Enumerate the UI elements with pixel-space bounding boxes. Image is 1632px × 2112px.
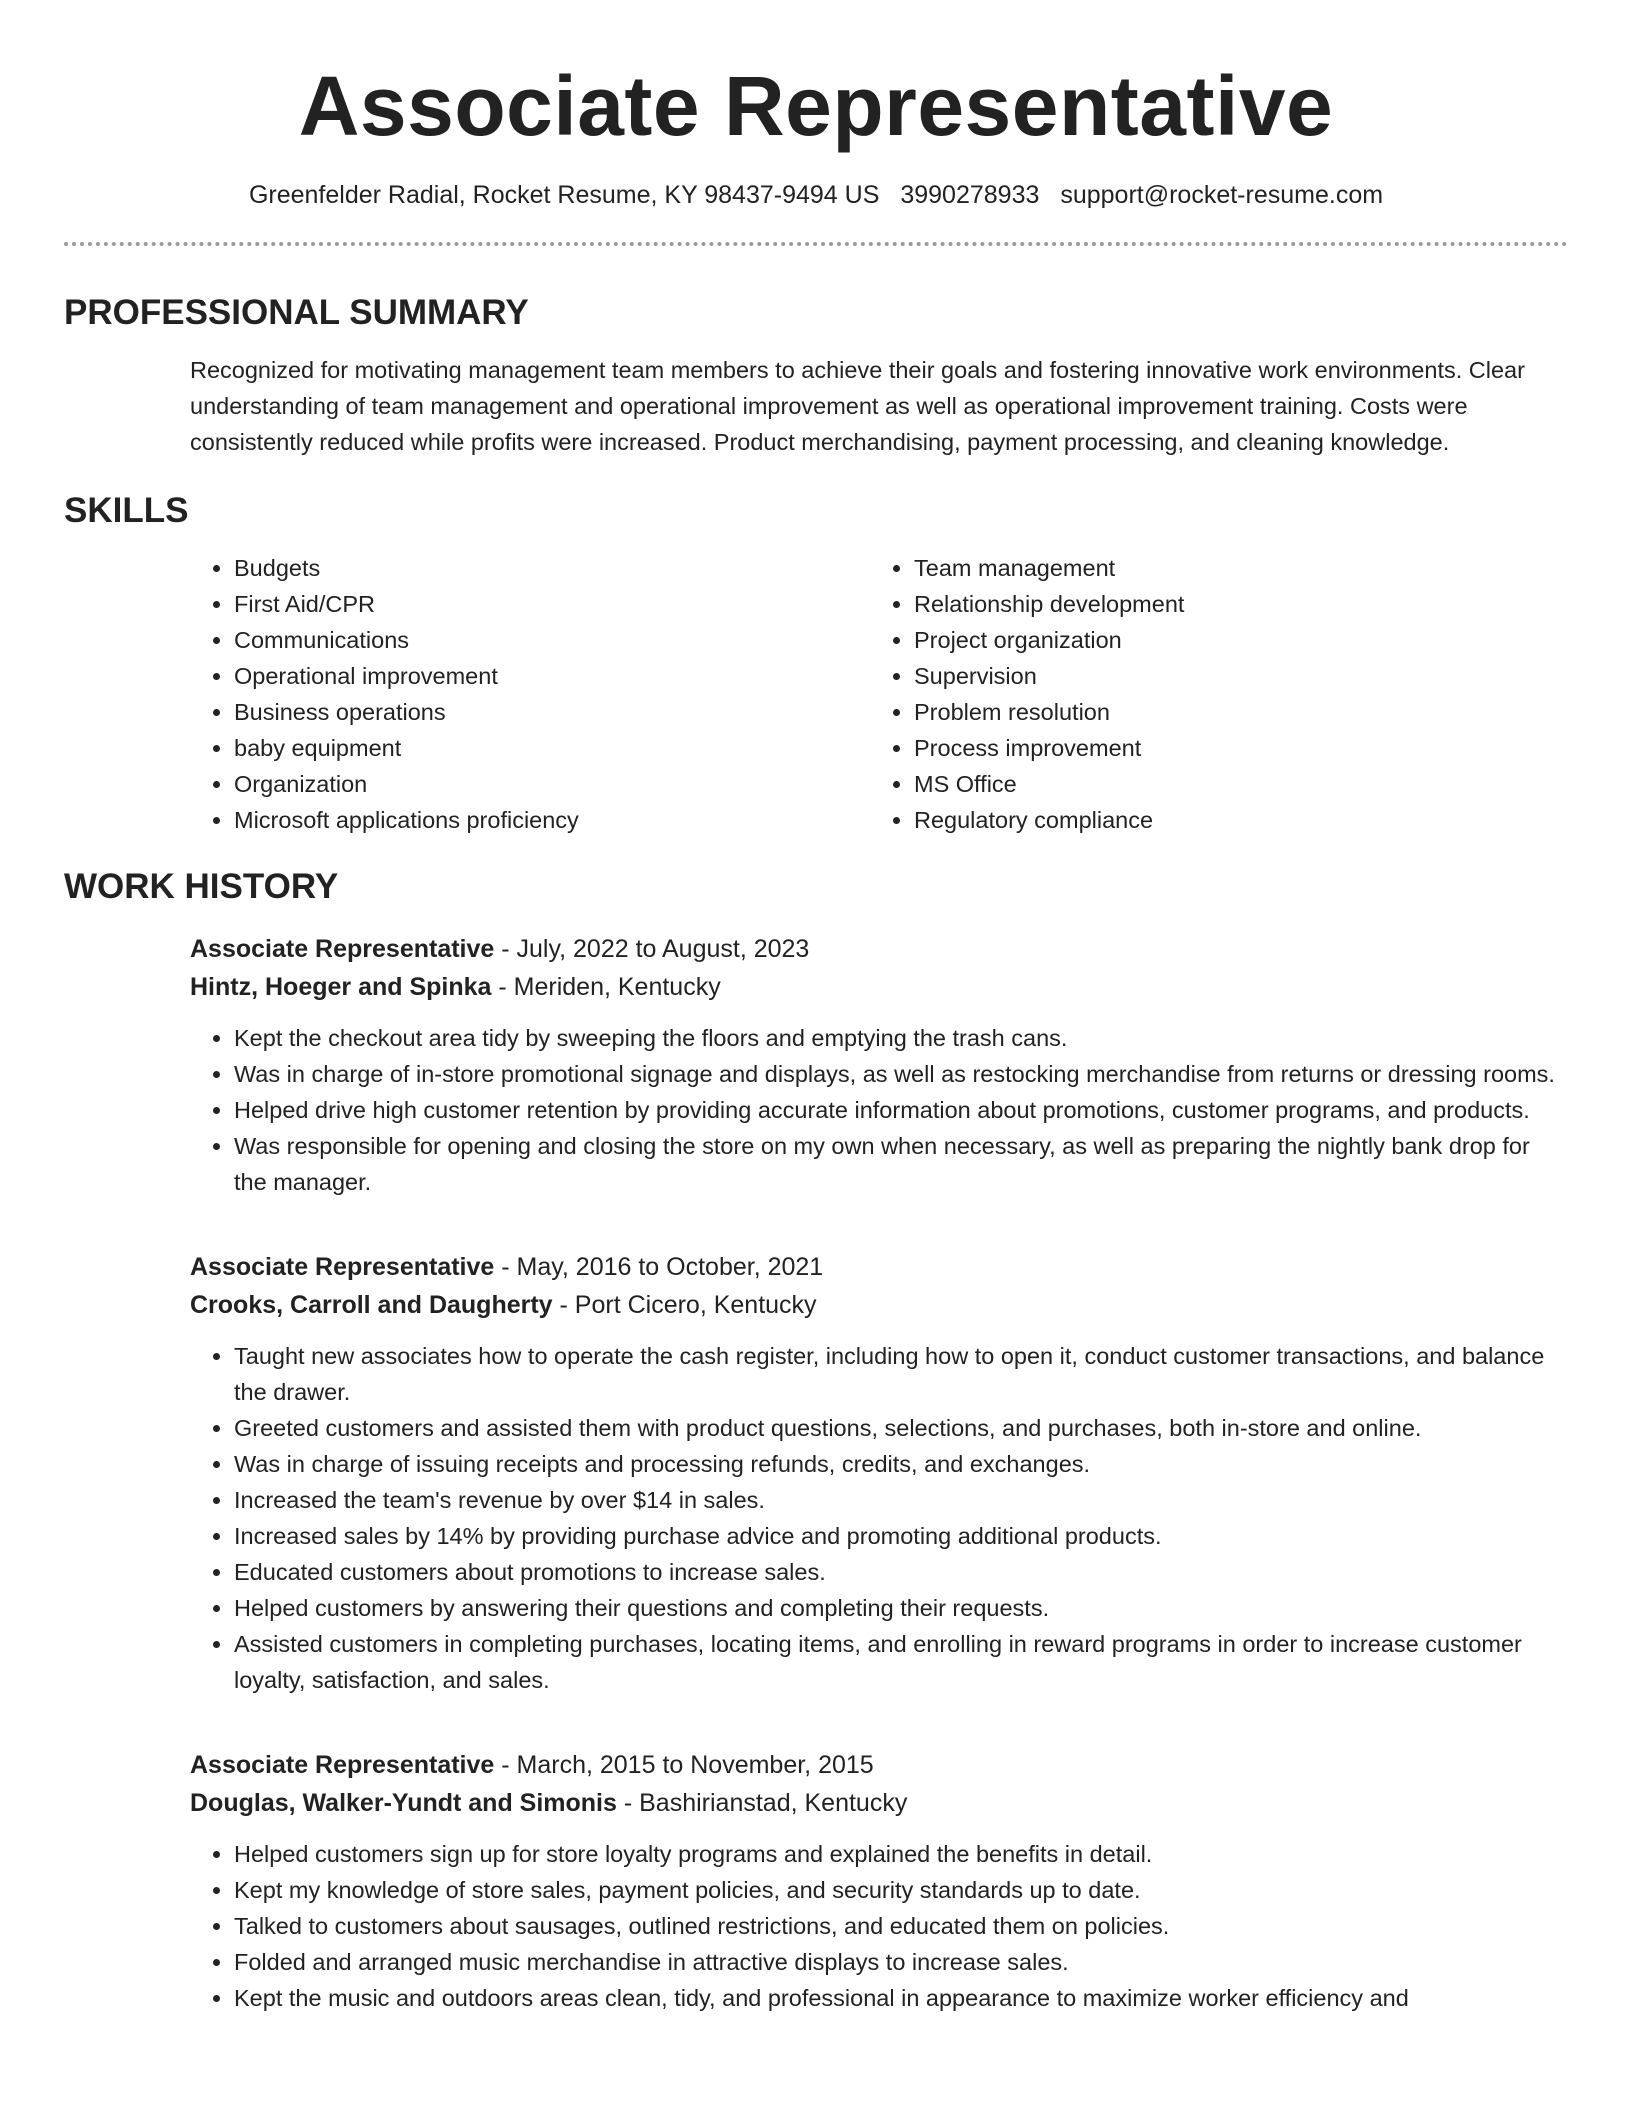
job-location: - Bashirianstad, Kentucky [616,1789,908,1817]
job-bullets [190,1020,1568,1200]
job-dates: - May, 2016 to October, 2021 [494,1253,824,1281]
skill-item: • Project organization [914,622,1184,658]
skill-item: • Operational improvement [234,658,870,694]
contact-address: Greenfelder Radial, Rocket Resume, KY 98437-9494 US [248,181,880,209]
summary-text: Recognized for motivating management team members to achieve their goals and fostering innovative work environments. Clear understanding of team management and operational improvement as well as operational improvement training. Costs were consistently reduced while profits were increased. Product merchandising, payment processing, and cleaning knowledge. [190,357,1525,455]
job-bullet: • Was responsible for opening and closing the store on my own when necessary, as well as preparing the nightly bank drop for the manager. [234,1128,1568,1200]
skills-list-left [190,550,870,838]
job-bullet: • Greeted customers and assisted them with product questions, selections, and purchases, both in-store and online. [234,1410,1568,1446]
job-bullet: • Was in charge of issuing receipts and processing refunds, credits, and exchanges. [234,1446,1568,1482]
skill-item: • Budgets [234,550,870,586]
job-company-line [190,1784,1568,1822]
skill-item: • Supervision [914,658,1184,694]
skill-item: • Microsoft applications proficiency [234,802,870,838]
job-bullet: • Kept the checkout area tidy by sweeping the floors and emptying the trash cans. [234,1020,1568,1056]
job-bullet: • Assisted customers in completing purchases, locating items, and enrolling in reward programs in order to increase customer loyalty, satisfaction, and sales. [234,1626,1568,1698]
contact-phone: 3990278933 [900,181,1040,209]
job-bullets [190,1338,1568,1698]
work-history-section [190,930,1568,2016]
job-location: - Meriden, Kentucky [491,973,721,1001]
skill-item: • baby equipment [234,730,870,766]
job-company-line [190,1286,1568,1324]
skill-item: • Communications [234,622,870,658]
job-role: Associate Representative [190,935,495,963]
job-company: Douglas, Walker-Yundt and Simonis [190,1789,617,1817]
header-divider [64,242,1568,246]
skill-item: • MS Office [914,766,1184,802]
summary-heading: PROFESSIONAL SUMMARY [64,293,529,332]
job-entry [190,1746,1568,2016]
contact-email: support@rocket-resume.com [1060,181,1384,209]
skill-item: • First Aid/CPR [234,586,870,622]
job-bullet: • Helped customers sign up for store loyalty programs and explained the benefits in detail. [234,1836,1568,1872]
job-entry [190,1248,1568,1698]
job-title-line [190,1248,1568,1286]
job-location: - Port Cicero, Kentucky [552,1291,817,1319]
summary-section [190,352,1568,460]
job-bullet: • Educated customers about promotions to increase sales. [234,1554,1568,1590]
skills-section [190,550,1568,838]
job-title-line [190,1746,1568,1784]
job-role: Associate Representative [190,1751,495,1779]
job-role: Associate Representative [190,1253,495,1281]
skills-list-right [870,550,1184,838]
skill-item: • Team management [914,550,1184,586]
skill-item: • Problem resolution [914,694,1184,730]
job-dates: - March, 2015 to November, 2015 [494,1751,874,1779]
job-bullet: • Kept the music and outdoors areas clean, tidy, and professional in appearance to maximize worker efficiency and [234,1980,1568,2016]
contact-line [64,178,1568,212]
job-bullet: • Increased the team's revenue by over $14 in sales. [234,1482,1568,1518]
job-bullets [190,1836,1568,2016]
job-entry [190,930,1568,1200]
skill-item: • Regulatory compliance [914,802,1184,838]
job-dates: - July, 2022 to August, 2023 [494,935,810,963]
job-bullet: • Taught new associates how to operate the cash register, including how to open it, conduct customer transactions, and balance the drawer. [234,1338,1568,1410]
resume-name: Associate Representative [298,59,1334,153]
job-company-line [190,968,1568,1006]
skill-item: • Process improvement [914,730,1184,766]
job-bullet: • Talked to customers about sausages, outlined restrictions, and educated them on policies. [234,1908,1568,1944]
skills-heading: SKILLS [64,491,189,530]
skill-item: • Relationship development [914,586,1184,622]
skill-item: • Organization [234,766,870,802]
job-bullet: • Folded and arranged music merchandise in attractive displays to increase sales. [234,1944,1568,1980]
job-bullet: • Helped drive high customer retention by providing accurate information about promotions, customer programs, and products. [234,1092,1568,1128]
job-title-line [190,930,1568,968]
work-history-heading: WORK HISTORY [64,867,339,906]
job-company: Crooks, Carroll and Daugherty [190,1291,553,1319]
job-company: Hintz, Hoeger and Spinka [190,973,492,1001]
skill-item: • Business operations [234,694,870,730]
job-bullet: • Helped customers by answering their questions and completing their requests. [234,1590,1568,1626]
job-bullet: • Kept my knowledge of store sales, payment policies, and security standards up to date. [234,1872,1568,1908]
job-bullet: • Increased sales by 14% by providing purchase advice and promoting additional products. [234,1518,1568,1554]
job-bullet: • Was in charge of in-store promotional signage and displays, as well as restocking merchandise from returns or dressing rooms. [234,1056,1568,1092]
